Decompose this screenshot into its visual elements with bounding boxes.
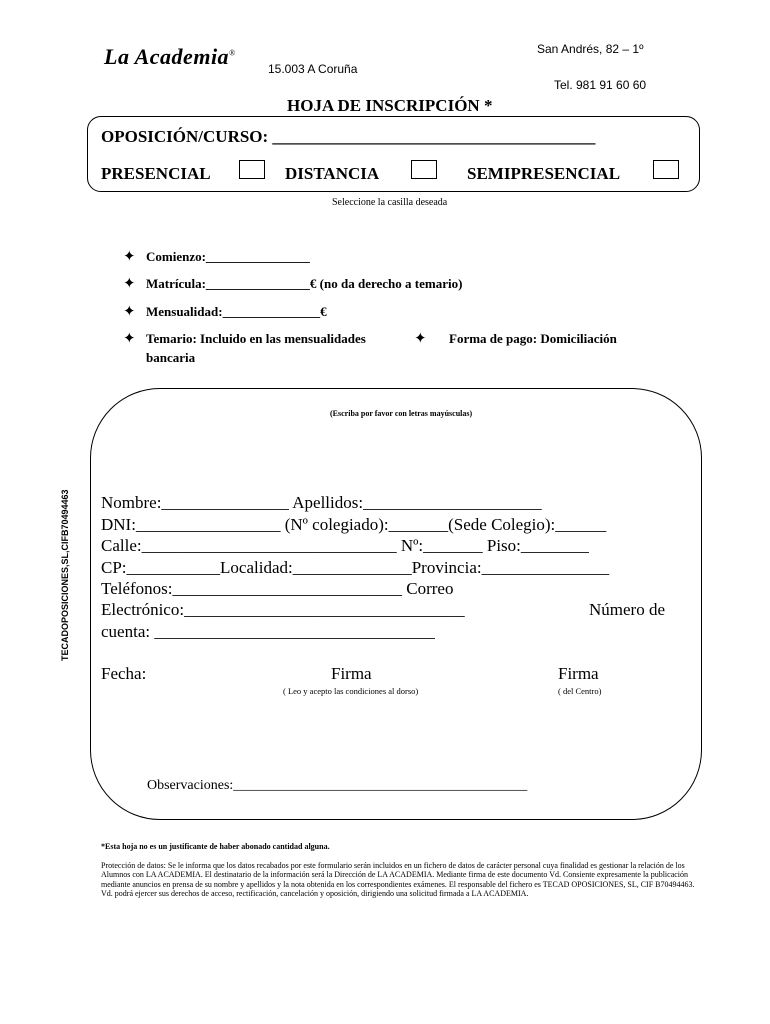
option-semipresencial-label: SEMIPRESENCIAL <box>467 164 621 183</box>
firma-centro-note: ( del Centro) <box>558 686 602 696</box>
account-line[interactable]: cuenta: _________________________________ <box>101 622 435 641</box>
fecha-label[interactable]: Fecha: <box>101 664 147 683</box>
legal-paragraph: Protección de datos: Se le informa que los datos recabados por este formulario serán incluidos en un fichero de datos de carácter personal cuya finalidad es gestionar la relación de los Alumnos con LA ACADEMIA. El destinatario de la información será la Dirección de LA ACADEMIA. Mediante firma de este documento Vd. Consiente expresamente la publicación mediante anuncios en prensa de su nombre y apellidos y la nota obtenida en los correspondientes exámenes. El responsable del fichero es TECAD OPOSICIONES, SL, CIF B70494463. <box>101 861 695 889</box>
legal-paragraph-rights: Vd. podrá ejercer sus derechos de acceso, rectificación, cancelación y oposición, dirigiendo una solicitud firmada a LA ACADEMIA. <box>101 888 529 898</box>
name-surname-line[interactable]: Nombre:_______________ Apellidos:_____________________ <box>101 493 542 512</box>
postal-city: 15.003 A Coruña <box>268 62 358 76</box>
legal-text <box>101 861 701 898</box>
street-address: San Andrés, 82 – 1º <box>537 42 644 56</box>
star-bullet-icon: ✦ <box>123 302 136 320</box>
course-line[interactable]: OPOSICIÓN/CURSO: ______________________________________ <box>101 127 596 146</box>
option-distancia-label: DISTANCIA <box>285 164 380 183</box>
temario-text: Temario: Incluido en las mensualidades <box>146 331 366 346</box>
distancia-checkbox[interactable] <box>411 160 437 179</box>
selection-hint: Seleccione la casilla deseada <box>332 197 448 208</box>
forma-pago-cont: bancaria <box>146 350 196 365</box>
logo <box>104 44 236 70</box>
firma-alumno-label: Firma <box>331 664 372 683</box>
footer-note: *Esta hoja no es un justificante de haber abonado cantidad alguna. <box>101 842 330 851</box>
semipresencial-checkbox[interactable] <box>653 160 679 179</box>
firma-alumno-note: ( Leo y acepto las condiciones al dorso) <box>283 686 419 696</box>
phones-line[interactable]: Teléfonos:___________________________ Correo <box>101 579 454 598</box>
logo-registered-mark: ® <box>229 48 236 58</box>
star-bullet-icon: ✦ <box>123 274 136 292</box>
observaciones-line[interactable]: Observaciones:__________________________________________ <box>147 778 528 793</box>
comienzo-field[interactable]: Comienzo:________________ <box>146 249 310 264</box>
email-line[interactable]: Electrónico:_________________________________ <box>101 600 465 619</box>
star-bullet-icon: ✦ <box>414 329 427 347</box>
presencial-checkbox[interactable] <box>239 160 265 179</box>
matricula-field[interactable]: Matrícula:________________€ (no da derecho a temario) <box>146 276 463 291</box>
star-bullet-icon: ✦ <box>123 329 136 347</box>
mensualidad-field[interactable]: Mensualidad:_______________€ <box>146 304 327 319</box>
star-bullet-icon: ✦ <box>123 247 136 265</box>
caps-note: (Escriba por favor con letras mayúsculas) <box>330 409 473 418</box>
account-label: Número de <box>589 600 666 619</box>
option-presencial-label: PRESENCIAL <box>101 164 211 183</box>
address-line[interactable]: Calle:______________________________ Nº:_______ Piso:________ <box>101 536 589 555</box>
location-line[interactable]: CP:___________Localidad:______________Provincia:_______________ <box>101 558 610 577</box>
logo-text: La Academia <box>104 44 230 69</box>
dni-line[interactable]: DNI:_________________ (Nº colegiado):_______(Sede Colegio):______ <box>101 515 607 534</box>
phone: Tel. 981 91 60 60 <box>554 78 647 92</box>
page-title: HOJA DE INSCRIPCIÓN * <box>287 96 493 115</box>
forma-pago-text: Forma de pago: Domiciliación <box>449 331 617 346</box>
side-company-id: TECADOPOSICIONES,SL,CIFB70494463 <box>60 489 70 661</box>
firma-centro-label: Firma <box>558 664 599 683</box>
